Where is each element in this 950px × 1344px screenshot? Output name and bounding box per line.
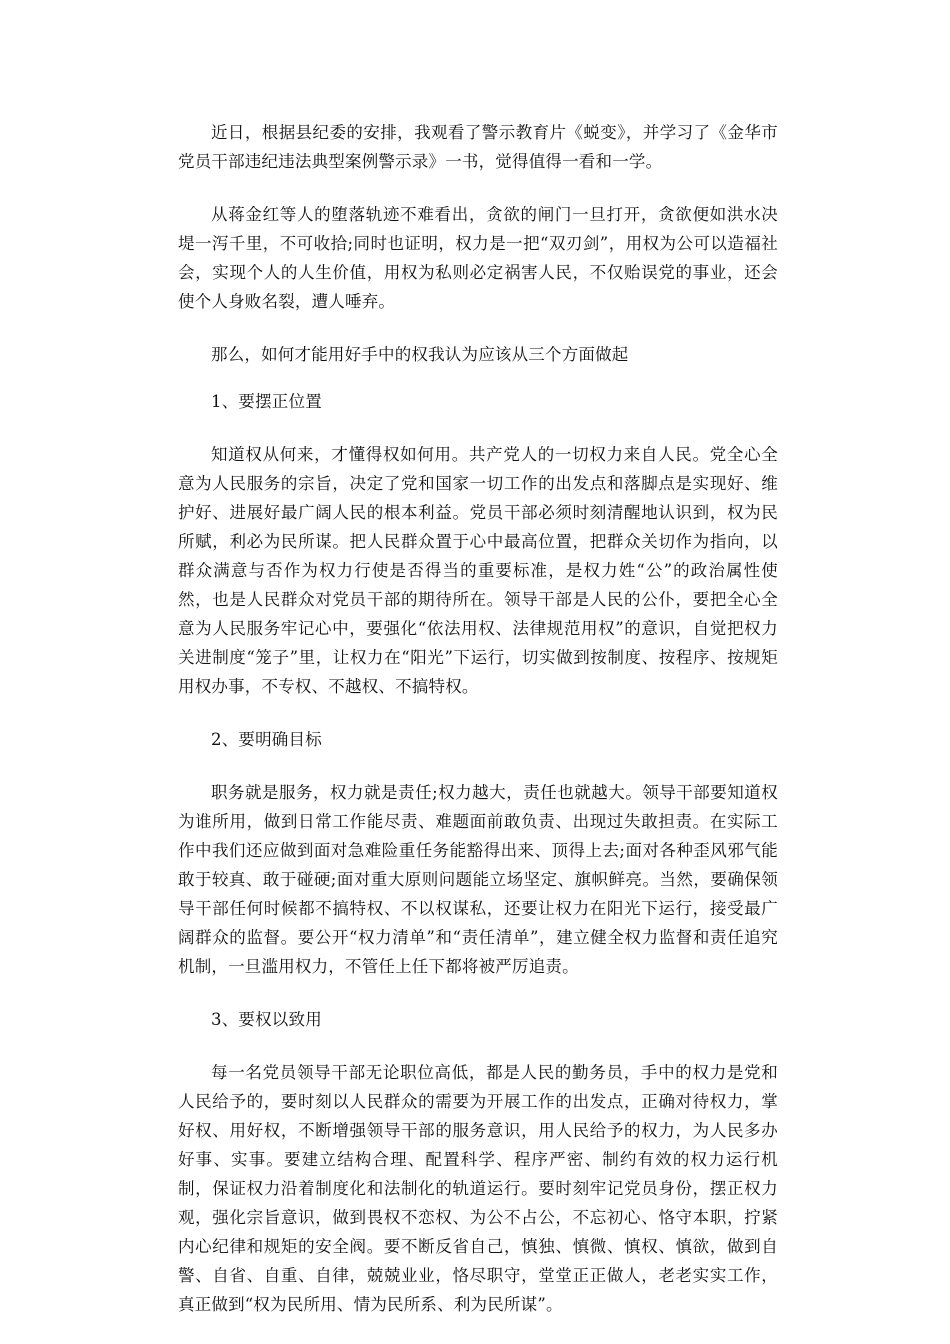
section-heading-1: 1、要摆正位置 — [211, 392, 322, 411]
paragraph-gap — [178, 316, 778, 340]
intro-paragraph-1: 近日，根据县纪委的安排，我观看了警示教育片《蜕变》，并学习了《金华市党员干部违纪违法典型案例警示录》一书，觉得值得一看和一学。 — [178, 123, 778, 171]
section-heading-3: 3、要权以致用 — [211, 1010, 322, 1029]
paragraph-gap — [178, 176, 778, 200]
paragraph-gap — [178, 701, 778, 725]
paragraph-gap — [178, 1034, 778, 1058]
section-body-1: 知道权从何来，才懂得权如何用。共产党人的一切权力来自人民。党全心全意为人民服务的宗旨，决定了党和国家一切工作的出发点和落脚点是实现好、维护好、进展好最广阔人民的根本利益。党员干部必须时刻清醒地认识到，权为民所赋，利必为民所谋。把人民群众置于心中最高位置，把群众关切作为指向，以群众满意与否作为权力行使是否得当的重要标准，是权力姓“公”的政治属性使然，也是人民群众对党员干部的期待所在。领导干部是人民的公仆，要把全心全意为人民服务牢记心中，要强化“依法用权、法律规范用权”的意识，自觉把权力关进制度“笼子”里，让权力在“阳光”下运行，切实做到按制度、按程序、按规矩用权办事，不专权、不越权、不搞特权。 — [178, 445, 778, 696]
paragraph-gap — [178, 416, 778, 440]
question-paragraph: 那么，如何才能用好手中的权我认为应该从三个方面做起 — [211, 345, 629, 364]
intro-paragraph-2: 从蒋金红等人的堕落轨迹不难看出，贪欲的闸门一旦打开，贪欲便如洪水决堤一泻千里，不可收拾;同时也证明，权力是一把“双刃剑”，用权为公可以造福社会，实现个人的人生价值，用权为私则必定祸害人民，不仅贻误党的事业，还会使个人身败名裂，遭人唾弃。 — [178, 205, 778, 311]
paragraph-gap — [178, 981, 778, 1005]
document-page — [178, 118, 778, 1319]
section-heading-2: 2、要明确目标 — [211, 730, 322, 749]
paragraph-gap — [178, 754, 778, 778]
section-body-2: 职务就是服务，权力就是责任;权力越大，责任也就越大。领导干部要知道权为谁所用，做到日常工作能尽责、难题面前敢负责、出现过失敢担责。在实际工作中我们还应做到面对急难险重任务能豁得出来、顶得上去;面对各种歪风邪气能敢于较真、敢于碰硬;面对重大原则问题能立场坚定、旗帜鲜亮。当然，要确保领导干部任何时候都不搞特权、不以权谋私，还要让权力在阳光下运行，接受最广阔群众的监督。要公开“权力清单”和“责任清单”，建立健全权力监督和责任追究机制，一旦滥用权力，不管任上任下都将被严厉追责。 — [178, 783, 778, 976]
section-body-3: 每一名党员领导干部无论职位高低，都是人民的勤务员，手中的权力是党和人民给予的，要时刻以人民群众的需要为开展工作的出发点，正确对待权力，掌好权、用好权，不断增强领导干部的服务意识，用人民给予的权力，为人民多办好事、实事。要建立结构合理、配置科学、程序严密、制约有效的权力运行机制，保证权力沿着制度化和法制化的轨道运行。要时刻牢记党员身份，摆正权力观，强化宗旨意识，做到畏权不恋权、为公不占公，不忘初心、恪守本职，拧紧内心纪律和规矩的安全阀。要不断反省自己，慎独、慎微、慎权、慎欲，做到自警、自省、自重、自律，兢兢业业，恪尽职守，堂堂正正做人，老老实实工作，真正做到“权为民所用、情为民所系、利为民所谋”。 — [178, 1063, 778, 1314]
paragraph-gap — [178, 369, 778, 387]
